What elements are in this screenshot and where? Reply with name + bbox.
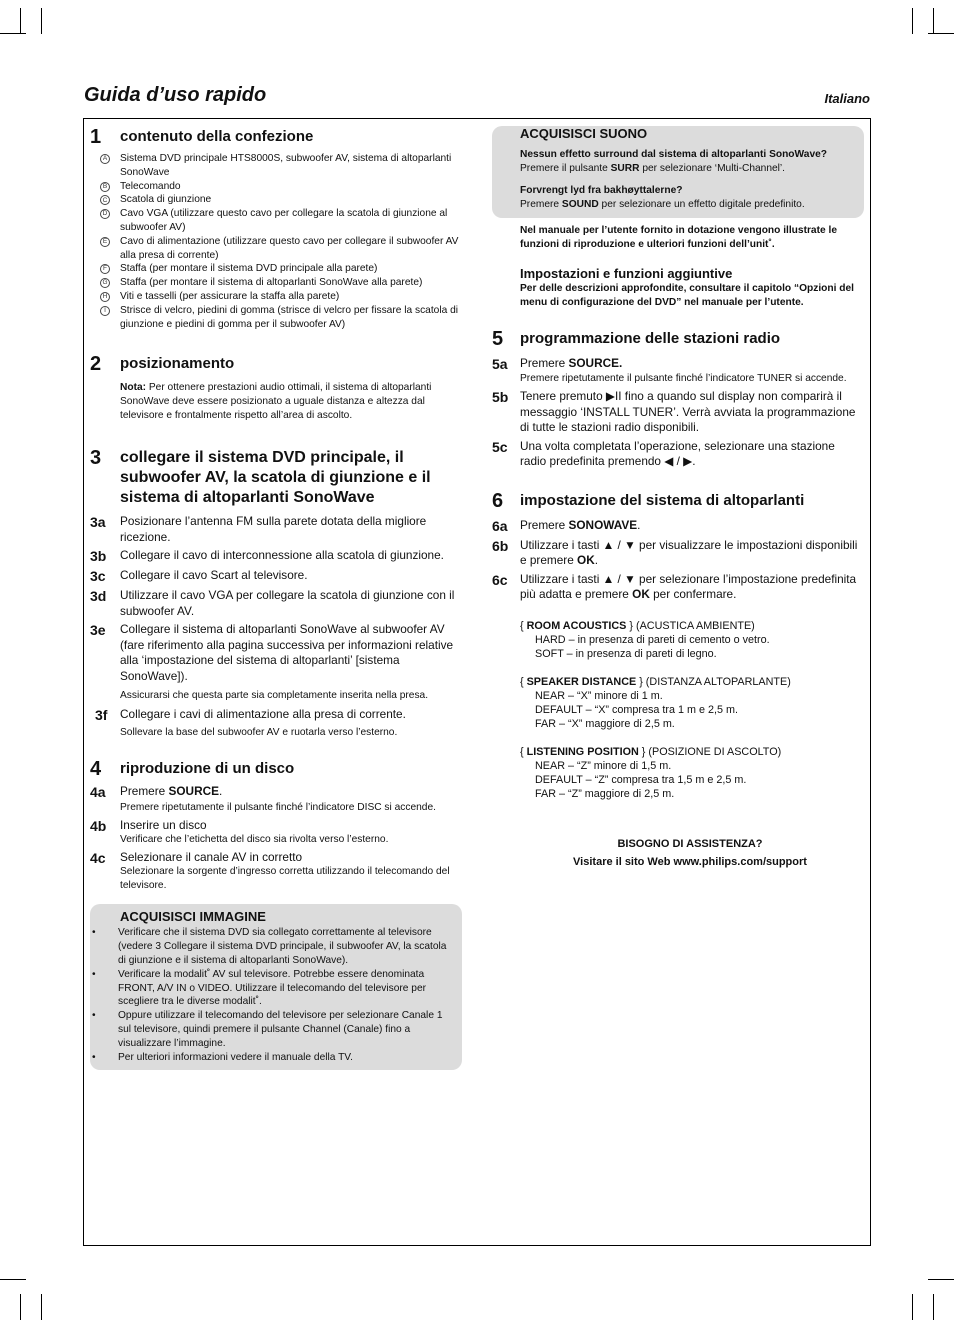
answer-part: per selezionare un effetto digitale predefinito.	[598, 199, 805, 210]
option-name: LISTENING POSITION	[526, 745, 639, 758]
option-value: NEAR – “Z” minore di 1,5 m.	[535, 759, 672, 772]
answer-part: Premere	[520, 199, 562, 210]
brace: {	[520, 675, 527, 688]
sound-qa	[520, 148, 864, 212]
item-text: Sistema DVD principale HTS8000S, subwoofer AV, sistema di altoparlanti SonoWave	[120, 153, 452, 178]
step-text: Selezionare il canale AV in corretto	[120, 849, 303, 864]
list-item	[90, 1051, 454, 1065]
section-title: impostazione del sistema di altoparlanti	[520, 491, 805, 509]
contents-list	[90, 152, 462, 331]
item-letter: E	[100, 237, 110, 247]
option-value: FAR – “Z” maggiore di 2,5 m.	[535, 787, 675, 800]
step-4a	[90, 784, 462, 815]
step-3d	[90, 588, 462, 619]
step-3c	[90, 568, 462, 585]
list-item	[90, 235, 462, 263]
crop-mark	[41, 8, 42, 34]
item-letter: D	[100, 209, 110, 219]
option-value: HARD – in presenza di pareti di cemento o vetro.	[535, 633, 770, 646]
step-5b	[492, 389, 864, 436]
step-number: 3c	[90, 568, 106, 585]
button-name: OK	[632, 587, 650, 601]
step-subtext: Verificare che l’etichetta del disco sia rivolta verso l’esterno.	[120, 834, 389, 846]
help-section	[520, 835, 860, 871]
tip-text: Per ulteriori informazioni vedere il manuale della TV.	[118, 1051, 353, 1063]
option-speaker-distance	[520, 675, 864, 731]
item-letter: F	[100, 264, 110, 274]
step-3b	[90, 548, 462, 565]
list-item	[90, 193, 462, 207]
step-text	[520, 356, 847, 372]
item-text: Scatola di giunzione	[120, 194, 212, 206]
list-item	[90, 1009, 454, 1050]
list-item	[90, 290, 462, 304]
step-5a	[492, 356, 864, 385]
step-subtext: Selezionare la sorgente d’ingresso corretta utilizzando il telecomando del televisore.	[120, 866, 450, 891]
step-text-part: Premere	[520, 517, 569, 532]
step-6a	[492, 518, 864, 535]
step-text: Posizionare l’antenna FM sulla parete dotata della migliore ricezione.	[120, 514, 427, 544]
box-title: ACQUISISCI IMMAGINE	[120, 909, 266, 925]
brace: {	[520, 745, 527, 758]
step-text: Tenere premuto ▶II fino a quando sul display non comparirà il messaggio ‘INSTALL TUNER’. Verrà avviata la programmazione di tutte le stazioni radio disponibili.	[520, 389, 856, 434]
step-number: 5a	[492, 356, 508, 372]
button-name: SOURCE	[168, 783, 219, 798]
section-radio	[492, 328, 864, 470]
item-letter: C	[100, 195, 110, 205]
help-link[interactable]: Visitare il sito Web www.philips.com/support	[573, 855, 807, 868]
section-number: 6	[492, 489, 504, 512]
section-positioning	[90, 353, 462, 423]
step-text-part: Utilizzare i tasti ▲ / ▼ per visualizzare le impostazioni disponibili e premere	[520, 537, 858, 567]
section-header	[492, 490, 864, 512]
section-number: 4	[90, 757, 102, 780]
box-title: ACQUISISCI SUONO	[520, 126, 648, 141]
step-3a	[90, 514, 462, 545]
tip-text: Oppure utilizzare il telecomando del televisore per selezionare Canale 1 sul televisore, quindi premere il pulsante Channel (Canale) fino a visualizzare l’immagine.	[118, 1010, 443, 1049]
step-text-part: .	[594, 553, 599, 567]
image-troubleshoot-box	[90, 904, 462, 1070]
section-header	[90, 447, 462, 508]
item-text: Viti e tasselli (per assicurare la staffa alla parete)	[120, 290, 340, 302]
step-text: Inserire un disco	[120, 817, 207, 832]
step-number: 3a	[90, 514, 106, 531]
step-number: 3f	[95, 706, 108, 723]
option-desc: } (ACUSTICA AMBIENTE)	[626, 619, 755, 632]
extra-text: Per delle descrizioni approfondite, consultare il capitolo “Opzioni del menu di configurazione del DVD” nel manuale per l’utente.	[520, 283, 854, 308]
section-header	[90, 758, 462, 780]
crop-mark	[912, 8, 913, 34]
section-title: programmazione delle stazioni radio	[520, 330, 781, 347]
step-subtext: Sollevare la base del subwoofer AV e ruotarla verso l’esterno.	[120, 727, 398, 739]
section-number: 3	[90, 447, 102, 470]
section-header	[492, 328, 864, 350]
step-3f	[90, 707, 462, 740]
crop-mark	[912, 1294, 913, 1320]
answer-part: Premere il pulsante	[520, 163, 611, 174]
step-number: 5b	[492, 389, 509, 405]
section-title: contenuto della confezione	[120, 128, 314, 145]
button-name: SOUND	[561, 199, 599, 210]
step-text-part: Premere	[120, 783, 169, 798]
step-number: 4a	[90, 783, 106, 800]
section-title: riproduzione di un disco	[120, 759, 295, 777]
section-playback	[90, 758, 462, 893]
step-number: 4c	[90, 849, 106, 866]
crop-mark	[0, 33, 26, 34]
crop-mark	[928, 33, 954, 34]
tip-text: Verificare la modalit˚ AV sul televisore. Potrebbe essere denominata FRONT, A/V IN o VIDEO. Utilizzare il telecomando del televisore per scegliere tra le diverse modalit˚.	[118, 968, 427, 1008]
list-item	[90, 926, 454, 967]
list-item	[90, 262, 462, 276]
step-text	[520, 518, 640, 535]
button-name: SONOWAVE	[568, 517, 638, 532]
section-header	[90, 353, 462, 375]
option-header	[520, 675, 864, 689]
list-item	[90, 276, 462, 290]
brace: {	[520, 619, 527, 632]
crop-mark	[928, 1279, 954, 1280]
step-text	[120, 784, 436, 800]
extra-settings	[520, 266, 864, 310]
language-label: Italiano	[824, 91, 870, 106]
step-number: 3d	[90, 588, 107, 605]
page-title: Guida d’uso rapido	[84, 84, 267, 106]
item-text: Staffa (per montare il sistema DVD principale alla parete)	[120, 263, 378, 275]
section-title: posizionamento	[120, 355, 235, 373]
step-4c	[90, 850, 462, 893]
crop-mark	[20, 8, 21, 34]
section-contents	[90, 126, 462, 331]
crop-mark	[0, 1279, 26, 1280]
section-number: 5	[492, 328, 504, 350]
step-number: 5c	[492, 438, 508, 455]
step-3e	[90, 622, 462, 703]
button-name: SOURCE.	[568, 356, 623, 370]
step-text: Collegare i cavi di alimentazione alla presa di corrente.	[120, 706, 406, 721]
step-text	[520, 538, 864, 569]
bullet: •	[92, 927, 96, 939]
right-column	[492, 126, 864, 871]
step-number: 6a	[492, 517, 508, 534]
section-header	[90, 126, 462, 148]
step-text	[520, 572, 864, 603]
section-number: 1	[90, 126, 102, 148]
question: Forvrengt lyd fra bakhøyttalerne?	[520, 185, 683, 196]
step-text: Collegare il cavo di interconnessione alla scatola di giunzione.	[120, 548, 444, 563]
help-title: BISOGNO DI ASSISTENZA?	[617, 837, 763, 850]
step-text-part: .	[637, 517, 641, 532]
crop-mark	[933, 8, 934, 34]
item-letter: B	[100, 182, 110, 192]
bullet: •	[92, 968, 96, 980]
step-text-part: .	[219, 783, 223, 798]
section-title: collegare il sistema DVD principale, il subwoofer AV, la scatola di giunzione e il sistema di altoparlanti SonoWave	[120, 449, 431, 507]
list-item	[90, 304, 462, 332]
step-number: 6b	[492, 537, 509, 554]
step-5c	[492, 439, 864, 470]
option-value: DEFAULT – “Z” compresa tra 1,5 m e 2,5 m.	[535, 773, 747, 786]
step-6c	[492, 572, 864, 603]
list-item	[90, 180, 462, 194]
step-text-part: per confermare.	[649, 587, 737, 601]
option-value: SOFT – in presenza di pareti di legno.	[535, 647, 717, 660]
list-item	[90, 207, 462, 235]
image-tips-list	[90, 926, 462, 1064]
item-letter: G	[100, 278, 110, 288]
option-name: ROOM ACOUSTICS	[526, 619, 627, 632]
step-text: Collegare il cavo Scart al televisore.	[120, 568, 308, 583]
section-number: 2	[90, 353, 102, 376]
step-4b	[90, 818, 462, 847]
list-item	[90, 968, 454, 1009]
option-desc: } (POSIZIONE DI ASCOLTO)	[638, 745, 782, 758]
section-connect	[90, 447, 462, 740]
step-number: 3b	[90, 548, 107, 565]
step-text-part: Utilizzare i tasti ▲ / ▼ per selezionare l’impostazione predefinita più adatta e premere	[520, 571, 857, 601]
step-text: Utilizzare il cavo VGA per collegare la scatola di giunzione con il subwoofer AV.	[120, 588, 455, 618]
option-value: NEAR – “X” minore di 1 m.	[535, 689, 663, 702]
answer	[520, 198, 854, 212]
item-letter: I	[100, 306, 110, 316]
answer	[520, 162, 854, 176]
option-value: FAR – “X” maggiore di 2,5 m.	[535, 717, 675, 730]
bullet: •	[92, 1010, 96, 1022]
step-number: 4b	[90, 817, 107, 834]
item-letter: A	[100, 154, 110, 164]
crop-mark	[20, 1294, 21, 1320]
extra-title: Impostazioni e funzioni aggiuntive	[520, 266, 733, 281]
option-value: DEFAULT – “X” compresa tra 1 m e 2,5 m.	[535, 703, 739, 716]
step-subtext: Premere ripetutamente il pulsante finché l’indicatore DISC si accende.	[120, 802, 436, 814]
list-item	[90, 152, 462, 180]
button-name: OK	[577, 553, 595, 567]
step-text: Collegare il sistema di altoparlanti SonoWave al subwoofer AV (fare riferimento alla pagina successiva per informazioni relative alla ‘impostazione del sistema di altoparlanti’ [sistema SonoWave]).	[120, 622, 454, 683]
sound-troubleshoot-box	[492, 126, 864, 218]
manual-note: Nel manuale per l’utente fornito in dotazione vengono illustrate le funzioni di riproduzione e ulteriori funzioni dell’unit˚.	[520, 225, 837, 250]
answer-part: per selezionare ‘Multi-Channel’.	[639, 163, 786, 174]
option-header	[520, 745, 864, 759]
option-listening-position	[520, 745, 864, 801]
item-text: Cavo di alimentazione (utilizzare questo cavo per collegare il subwoofer AV alla presa di corrente)	[120, 235, 459, 261]
left-column	[90, 126, 462, 1070]
option-name: SPEAKER DISTANCE	[526, 675, 637, 688]
step-subtext: Premere ripetutamente il pulsante finché l’indicatore TUNER si accende.	[520, 372, 847, 384]
note-text: Per ottenere prestazioni audio ottimali, il sistema di altoparlanti SonoWave deve essere posizionato a uguale distanza e altezza dal televisore e frontalmente rispetto all’area di ascolto.	[120, 382, 432, 422]
crop-mark	[933, 1294, 934, 1320]
section-speakers	[492, 490, 864, 801]
step-number: 6c	[492, 571, 508, 588]
tip-text: Verificare che il sistema DVD sia collegato correttamente al televisore (vedere 3 Collegare il sistema DVD principale, il subwoofer AV, la scatola di giunzione e il sistema di altoparlanti SonoWave).	[118, 927, 447, 966]
item-text: Telecomando	[120, 180, 181, 192]
crop-mark	[41, 1294, 42, 1320]
item-text: Staffa (per montare il sistema di altoparlanti SonoWave alla parete)	[120, 277, 423, 289]
button-name: SURR	[610, 163, 640, 174]
option-room-acoustics	[520, 619, 864, 661]
step-6b	[492, 538, 864, 569]
option-header	[520, 619, 864, 633]
step-text: Una volta completata l’operazione, selezionare una stazione radio predefinita premendo ◀ / ▶.	[520, 438, 835, 468]
note-label: Nota:	[120, 382, 147, 394]
bullet: •	[92, 1051, 96, 1063]
item-text: Cavo VGA (utilizzare questo cavo per collegare la scatola di giunzione al subwoofer AV)	[120, 208, 448, 233]
step-text-part: Premere	[520, 356, 569, 370]
step-number: 3e	[90, 622, 106, 639]
item-text: Strisce di velcro, piedini di gomma (strisce di velcro per fissare la scatola di giunzione e piedini di gomma per il subwoofer AV)	[120, 304, 459, 330]
item-letter: H	[100, 292, 110, 302]
step-subtext: Assicurarsi che questa parte sia completamente inserita nella presa.	[120, 690, 429, 702]
positioning-note	[120, 381, 462, 423]
option-desc: } (DISTANZA ALTOPARLANTE)	[636, 675, 791, 688]
question: Nessun effetto surround dal sistema di altoparlanti SonoWave?	[520, 149, 827, 160]
